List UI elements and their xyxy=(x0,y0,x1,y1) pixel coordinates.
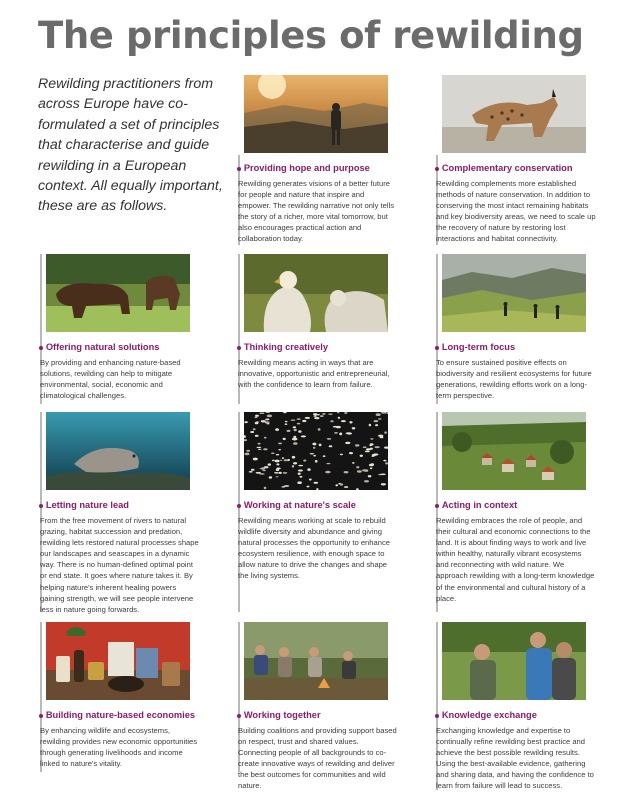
principle-body: From the free movement of rivers to natural grazing, habitat succession and predation, rewilding lets restored natural processes shape our landscapes and seascapes in a dynamic way. There is no human-defined optimal point or end state. It goes where nature takes it. By helping nature's inherent healing powers gaining strength, we will see people intervene less in nature going forwards. xyxy=(40,516,199,614)
principle-card-working-together xyxy=(238,622,397,791)
principle-heading: Thinking creatively xyxy=(238,342,396,352)
principle-card-thinking-creatively xyxy=(238,254,388,404)
monk-seal-photo xyxy=(46,412,190,490)
hikers-hills-photo xyxy=(442,254,586,332)
principle-heading: Long-term focus xyxy=(436,342,594,352)
principle-heading: Acting in context xyxy=(436,500,594,510)
principle-heading: Complementary conservation xyxy=(436,163,594,173)
principle-card-natural-solutions xyxy=(40,254,190,404)
intro-text: Rewilding practitioners from across Europe have co-formulated a set of principles that characterise and guide rewilding in a European context. All equally important, these are as follows. xyxy=(38,76,223,215)
principle-body: Rewilding means working at scale to rebuild wildlife diversity and abundance and giving natural processes the opportunity to enhance ecosystem resilience, with enough space to allow nature to drive the changes and shape the living systems. xyxy=(238,516,390,581)
people-talking-photo xyxy=(442,622,586,700)
principle-body: By providing and enhancing nature-based solutions, rewilding can help to mitigate environmental, social, economic and climatological challenges. xyxy=(40,358,181,401)
village-landscape-photo xyxy=(442,412,586,490)
principle-card-knowledge-exchange xyxy=(436,622,594,791)
principle-body: Exchanging knowledge and expertise to continually refine rewilding best practice and achieve the best possible rewilding results. Using the best-available evidence, gathering and sharing data, and having the confidence to learn from failure will lead to success. xyxy=(436,726,594,791)
principle-heading: Working at nature's scale xyxy=(238,500,396,510)
local-products-photo xyxy=(46,622,190,700)
principle-body: Rewilding generates visions of a better future for people and nature that inspire and empower. The rewilding narrative not only tells the story of a richer, more vital tomorrow, but also encourages practical action and collaboration today. xyxy=(238,179,395,244)
principle-heading: Offering natural solutions xyxy=(40,342,198,352)
principle-card-economies xyxy=(40,622,198,772)
principle-card-acting-context xyxy=(436,412,595,612)
principle-card-nature-scale xyxy=(238,412,388,612)
principle-body: Rewilding embraces the role of people, and their cultural and economic connections to the land. It is about finding ways to work and live within healthy, naturally vibrant ecosystems and reconnecting with wild nature. We approach rewilding with a long-term knowledge of the environmental and cultural history of a place. xyxy=(436,516,595,603)
principle-body: By enhancing wildlife and ecosystems, rewilding provides new economic opportunities through generating livelihoods and income linked to nature's vitality. xyxy=(40,726,198,769)
principle-heading: Providing hope and purpose xyxy=(238,163,396,173)
lynx-photo xyxy=(442,75,586,153)
principle-card-complementary xyxy=(436,75,596,245)
vultures-photo xyxy=(244,254,388,332)
principle-heading: Building nature-based economies xyxy=(40,710,198,720)
principle-card-long-term xyxy=(436,254,592,404)
bird-flock-photo xyxy=(244,412,388,490)
principle-body: Rewilding complements more established methods of nature conservation. In addition to conserving the most intact remaining habitats and key biodiversity areas, we need to scale up the recovery of nature by restoring lost interactions and habitat connectivity. xyxy=(436,179,596,244)
principle-heading: Knowledge exchange xyxy=(436,710,594,720)
principle-card-nature-lead xyxy=(40,412,199,614)
principle-body: Building coalitions and providing support based on respect, trust and shared values. Connecting people of all backgrounds to co-create innovative ways of rewilding and deliver the best outcomes for communities and wild nature. xyxy=(238,726,397,791)
principle-body: Rewilding means acting in ways that are innovative, opportunistic and entrepreneurial, with the confidence to learn from failure. xyxy=(238,358,390,390)
principle-heading: Working together xyxy=(238,710,396,720)
people-campfire-photo xyxy=(244,622,388,700)
bison-photo xyxy=(46,254,190,332)
page-title: The principles of rewilding xyxy=(38,14,584,57)
principle-card-hope xyxy=(238,75,395,245)
principle-heading: Letting nature lead xyxy=(40,500,198,510)
hiker-sunset-photo xyxy=(244,75,388,153)
principle-body: To ensure sustained positive effects on biodiversity and resilient ecosystems for future generations, rewilding efforts work on a long-term perspective. xyxy=(436,358,592,401)
